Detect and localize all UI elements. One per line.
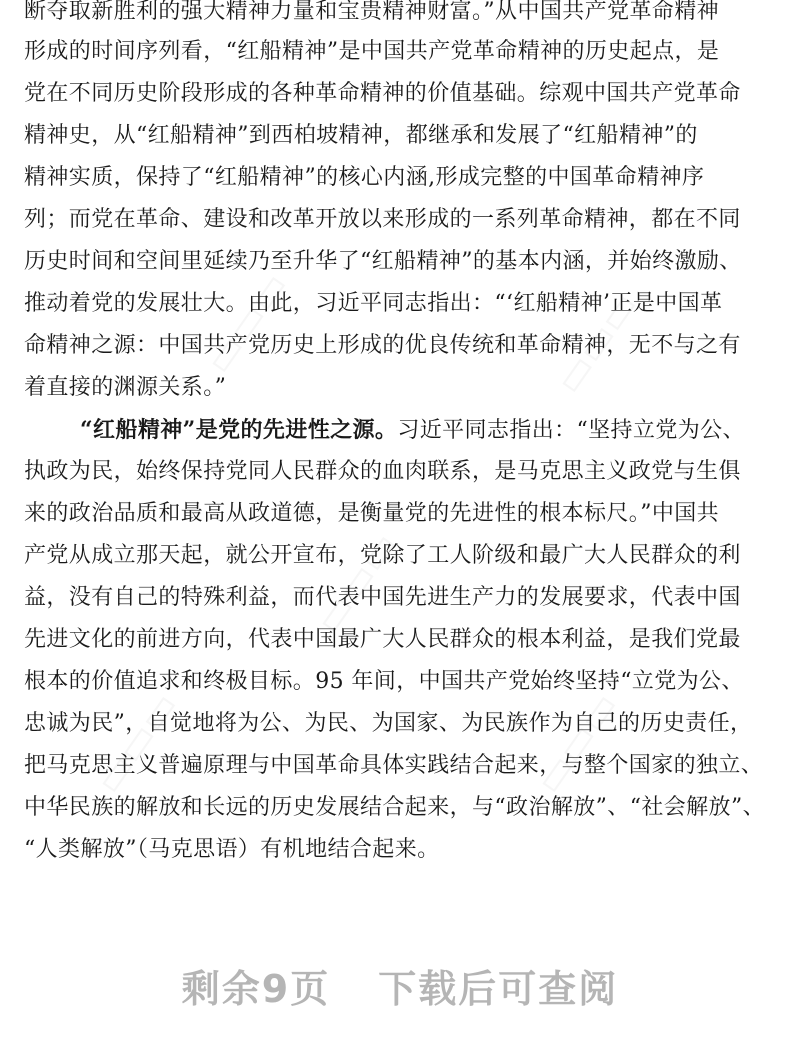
paragraph-line: 把马克思主义普遍原理与中国革命具体实践结合起来，与整个国家的独立、 [24,753,764,778]
paragraph-line: 推动着党的发展壮大。由此，习近平同志指出：“‘红船精神’正是中国革 [24,291,723,316]
remaining-pages-label: 剩余9页 [181,967,331,1011]
paragraph-line: 形成的时间序列看，“红船精神”是中国共产党革命精神的历史起点，是 [24,39,720,64]
paragraph-line: 着直接的渊源关系。” [24,375,227,400]
paragraph-heading: “红船精神”是党的先进性之源。 [80,417,398,443]
paragraph-line: 执政为民，始终保持党同人民群众的血肉联系，是马克思主义政党与生俱 [24,459,741,484]
paragraph-line: 产党从成立那天起，就公开宣布，党除了工人阶级和最广大人民群众的利 [24,543,741,568]
paragraph-line: 历史时间和空间里延续乃至升华了“红船精神”的基本内涵，并始终激励、 [24,249,742,274]
paragraph-first-line-rest: 习近平同志指出：“坚持立党为公、 [397,418,745,443]
paragraph-line: 精神实质，保持了“红船精神”的核心内涵,形成完整的中国革命精神序 [24,165,705,190]
watermark-mark [85,683,188,802]
paragraph-first-line [80,412,745,448]
paragraph-line: 忠诚为民”，自觉地将为公、为民、为国家、为民族作为自己的历史责任， [24,711,753,736]
paragraph-line: “人类解放”（马克思语）有机地结合起来。 [24,837,440,862]
download-notice[interactable] [0,958,800,1013]
paragraph-line: 列；而党在革命、建设和改革开放以来形成的一系列革命精神，都在不同 [24,207,741,232]
paragraph-line: 党在不同历史阶段形成的各种革命精神的价值基础。综观中国共产党革命 [24,81,741,106]
paragraph-line: 先进文化的前进方向，代表中国最广大人民群众的根本利益，是我们党最 [24,627,741,652]
paragraph-line: 精神史，从“红船精神”到西柏坡精神，都继承和发展了“红船精神”的 [24,123,698,148]
watermark-mark [195,263,298,382]
paragraph-line: 根本的价值追求和终极目标。95 年间，中国共产党始终坚持“立党为公、 [24,669,744,694]
paragraph-line: 益，没有自己的特殊利益，而代表中国先进生产力的发展要求，代表中国 [24,585,741,610]
watermark-mark [525,683,628,802]
download-prompt-label: 下载后可查阅 [378,967,619,1011]
paragraph-line: 断夺取新胜利的强大精神力量和宝贵精神财富。”从中国共产党革命精神 [24,0,720,24]
paragraph-line: 来的政治品质和最高从政道德，是衡量党的先进性的根本标尺。”中国共 [24,501,720,526]
paragraph-line: 命精神之源：中国共产党历史上形成的优良传统和革命精神，无不与之有 [24,333,741,358]
paragraph-line: 中华民族的解放和长远的历史发展结合起来，与“政治解放”、“社会解放”、 [24,795,765,820]
